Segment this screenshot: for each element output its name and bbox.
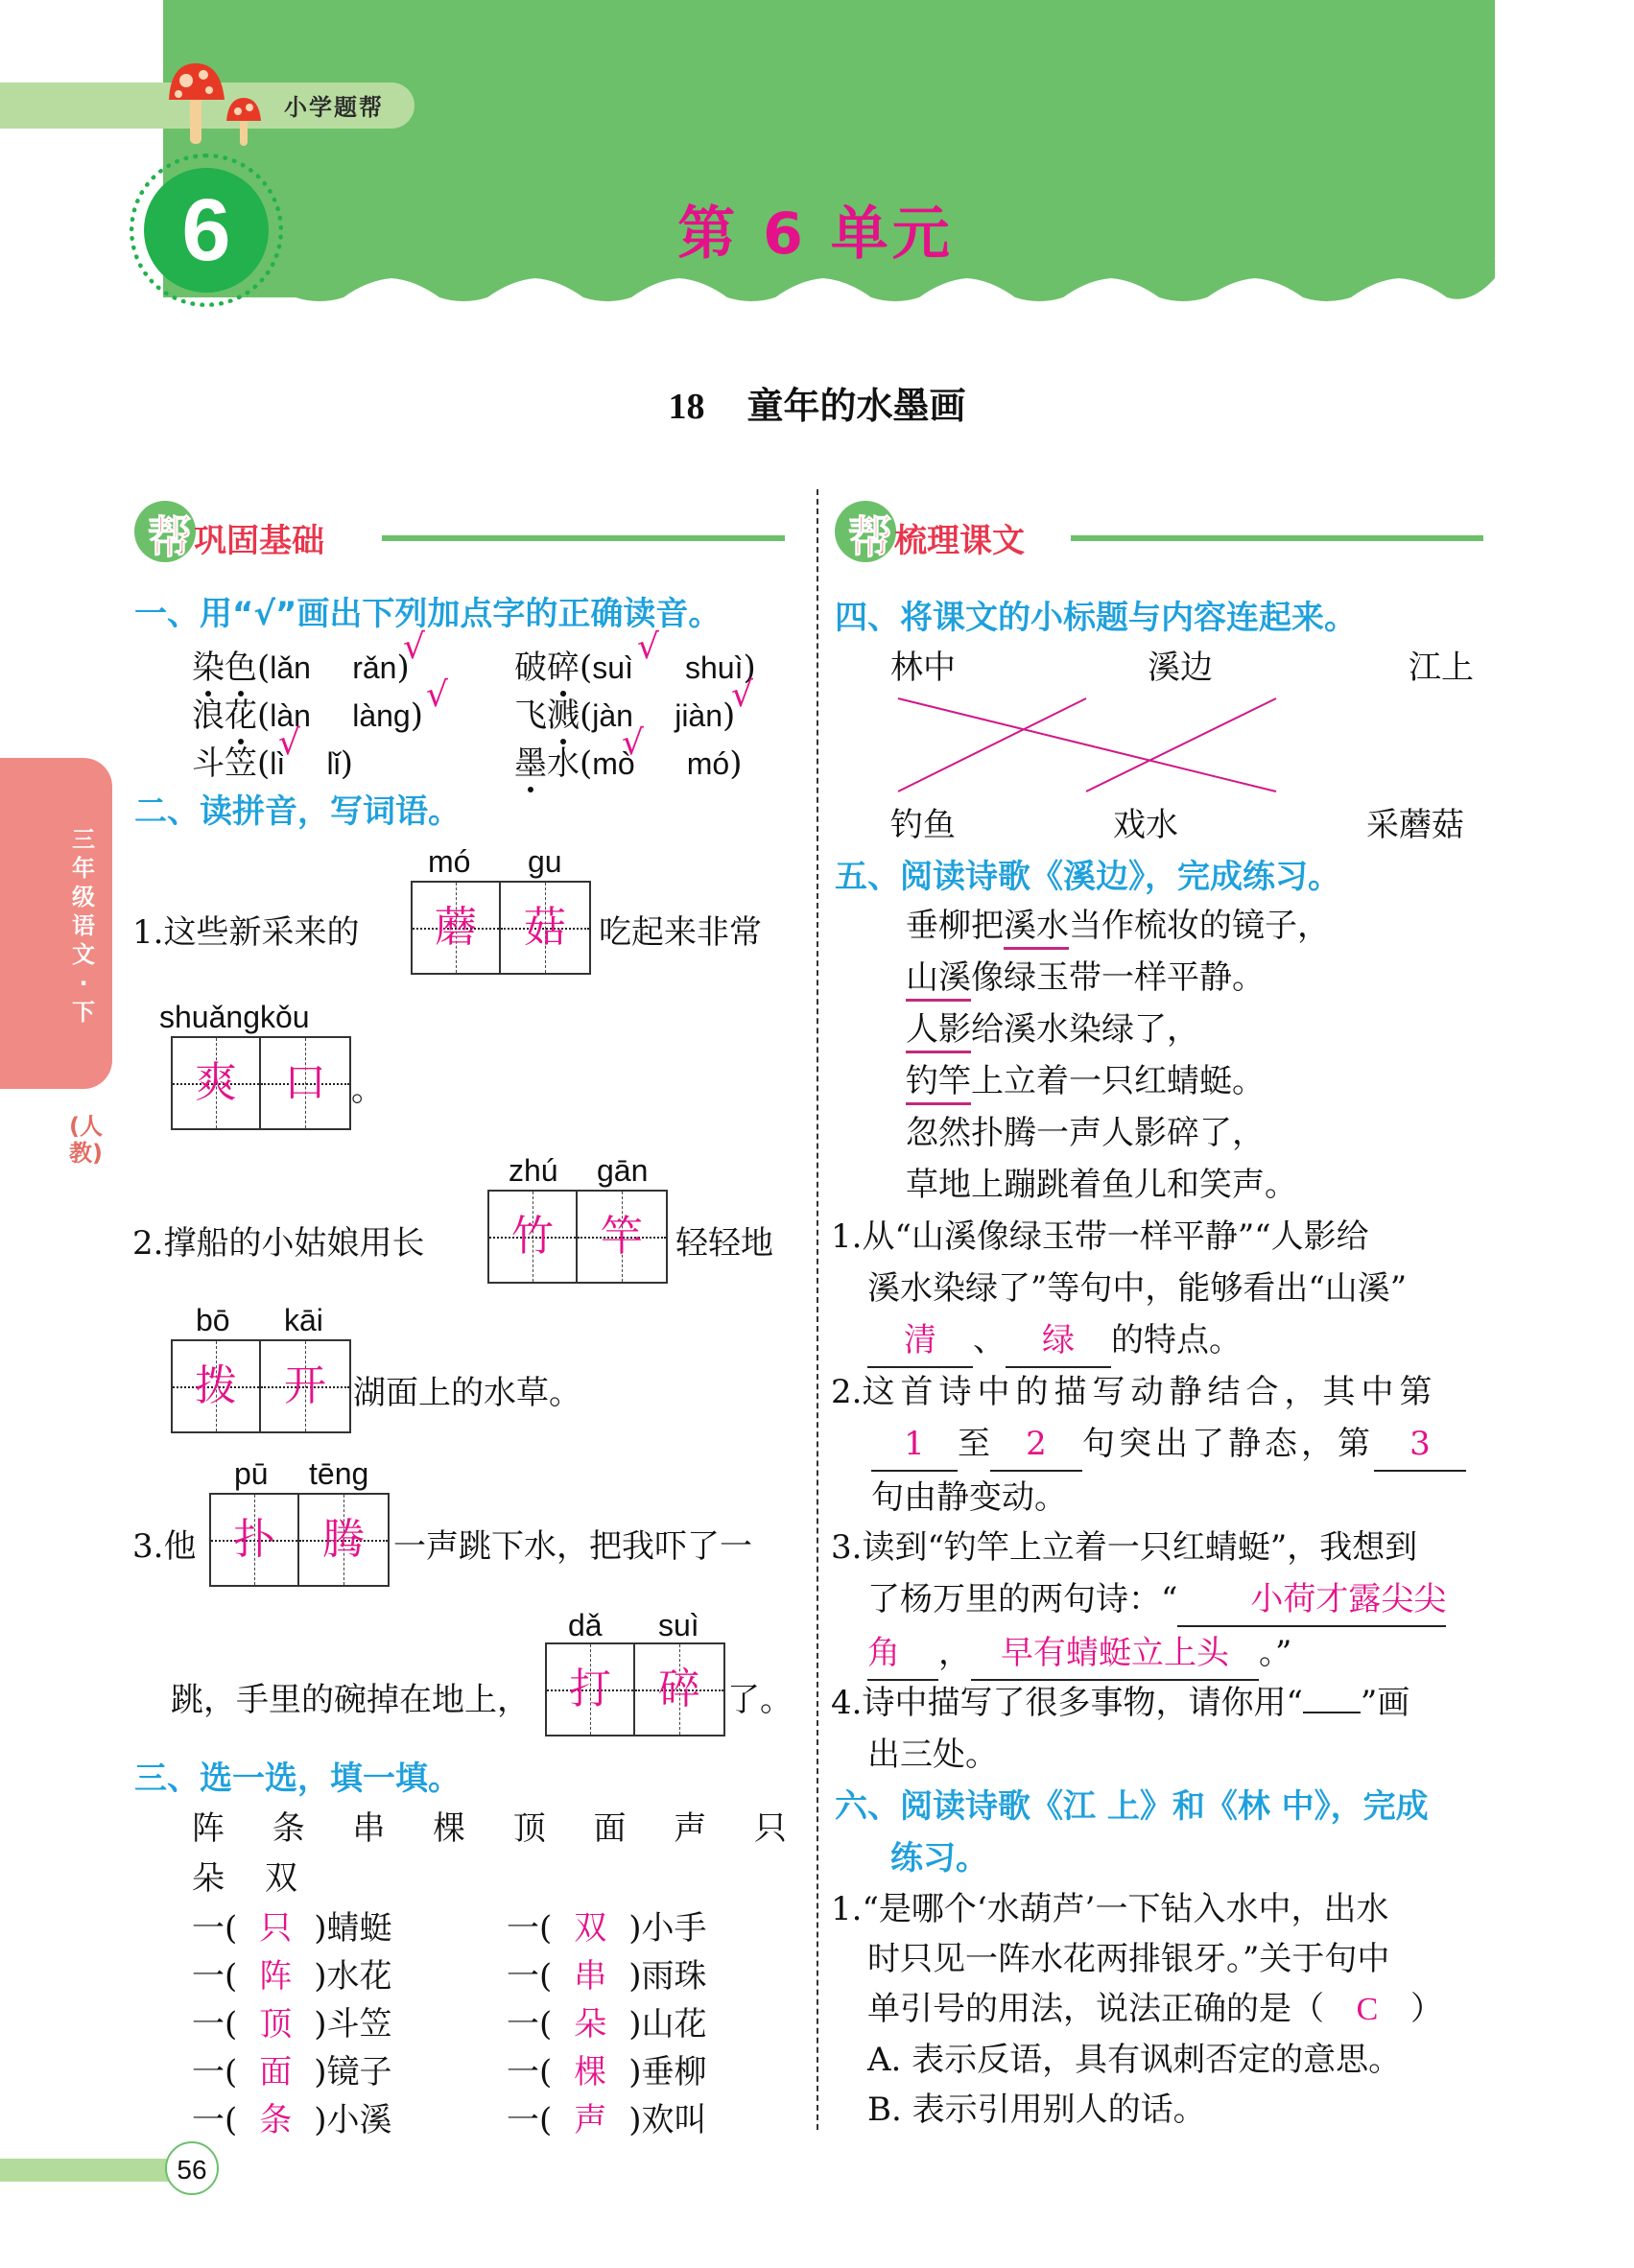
option-b[interactable]: B. 表示引用别人的话。 [867,2091,1206,2129]
answer-blank[interactable]: 绿 [1006,1314,1111,1368]
answer-char: 碎 [658,1665,700,1713]
fill-row: 一( 声 )欢叫 [507,2093,707,2140]
q1-item: 染色(lǎn rǎn) [192,649,410,687]
section-rule [382,535,785,541]
q1-item: 浪花(làn làng) [192,697,423,735]
poem [906,900,1330,1211]
answer-char: 蘑 [435,903,477,952]
q5-heading: 五、阅读诗歌《溪边》，完成练习。 [835,858,1340,896]
answer-char: 竹 [511,1212,554,1261]
q5-sub2: 2.这首诗中的描写动静结合，其中第 1 至 2 句突出了静态，第 3 句由静变动。 [831,1366,1503,1524]
writing-grid [171,1036,351,1130]
lesson-title [0,376,1634,429]
q2-heading: 二、读拼音，写词语。 [134,792,461,831]
brand-name: 小学题帮 [284,94,384,121]
answer-blank[interactable]: 朵 [574,2005,607,2044]
page-number: 56 [165,2141,219,2195]
q1-item: 斗笠(lì lǐ) [192,744,353,783]
pinyin: suì [658,1608,699,1642]
answer-char: 口 [284,1058,326,1107]
pinyin: dǎ [568,1608,603,1642]
check-mark-icon: √ [278,723,300,763]
q5-sub1: 1.从“山溪像绿玉带一样平静”“人影给 溪水染绿了”等句中，能够看出“山溪” 清 、 绿 的特点。 [831,1211,1503,1368]
answer-char: 腾 [322,1515,365,1564]
fill-row: 一( 条 )小溪 [192,2093,392,2140]
answer-blank[interactable]: 棵 [574,2053,607,2091]
sentence-text: 跳，手里的碗掉在地上， [171,1681,530,1719]
sentence-text: 3.他 [132,1527,197,1566]
q5-sub3: 3.读到“钓竿上立着一只红蜻蜓”，我想到 了杨万里的两句诗：“ 小荷才露尖尖 角 ， 早有蜻蜓立上头 。” [831,1522,1503,1681]
answer-char: 打 [569,1665,611,1713]
answer-blank[interactable]: 3 [1374,1418,1466,1472]
edition-label: (人教) [69,1113,103,1167]
word: 染色 [192,649,257,687]
check-mark-icon: √ [403,627,425,667]
section-header-review [835,501,1487,578]
answer-blank[interactable]: 小荷才露尖尖 [1177,1573,1446,1627]
q4-heading: 四、将课文的小标题与内容连起来。 [835,599,1357,637]
content-item: 戏水 [1113,806,1178,844]
answer-blank[interactable]: 只 [259,1909,293,1948]
subtitle-item: 江上 [1409,649,1474,687]
answer-blank[interactable]: 顶 [259,2005,293,2044]
writing-grid [209,1493,390,1587]
sentence-text: 了。 [727,1681,793,1719]
answer-char: 竿 [601,1212,643,1261]
fill-row: 一( 只 )蜻蜓 [192,1902,392,1949]
answer-blank[interactable]: 早有蜻蜓立上头 [971,1627,1259,1681]
answer-blank[interactable]: 面 [259,2053,293,2091]
bang-icon: 帮 [848,511,892,563]
answer-char: 拨 [195,1361,237,1410]
pinyin: shuǎngkǒu [159,1000,310,1034]
poem-line: 垂柳把溪水当作梳妆的镜子， [906,900,1330,952]
subtitle-item: 林中 [890,649,956,687]
check-mark-icon: √ [622,723,644,763]
section-label: 梳理课文 [894,522,1025,560]
poem-line: 钓竿上立着一只红蜻蜓。 [906,1055,1330,1107]
fill-row: 一( 面 )镜子 [192,2045,392,2092]
fill-row: 一( 双 )小手 [507,1902,707,1949]
answer-choice[interactable]: C [1356,1992,1379,2027]
sentence-end: 。 [351,1071,384,1109]
pinyin: pū [234,1456,269,1491]
lesson-number: 18 [668,387,705,427]
q1-item: 墨水(mò mó) [514,744,743,783]
content-item: 采蘑菇 [1366,806,1464,844]
word-bank: 阵 条 串 棵 顶 面 声 只 [192,1809,787,1848]
answer-char: 爽 [195,1058,237,1107]
q1-item: 破碎(suì shuì) [514,649,756,687]
check-mark-icon: √ [426,675,448,715]
sentence-text: 轻轻地 [675,1224,773,1263]
q3-heading: 三、选一选，填一填。 [134,1760,461,1798]
option-a[interactable]: A. 表示反语，具有讽刺否定的意思。 [867,2041,1402,2079]
sentence-text: 1.这些新采来的 [132,913,360,952]
sentence-text: 一声跳下水，把我吓了一 [393,1527,752,1566]
section-header-consolidate [134,501,787,578]
section-rule [1071,535,1483,541]
q6-sub1: 1.“是哪个‘水葫芦’一下钻入水中，出水 时只见一阵水花两排银牙。”关于句中 单引号的用法，说法正确的是（ C ） A. 表示反语，具有讽刺否定的意思。 B. 表示引用别人的话。 [831,1884,1503,2135]
answer-blank[interactable]: 1 [871,1418,958,1472]
sentence-text: 湖面上的水草。 [353,1374,581,1412]
poem-line: 忽然扑腾一声人影碎了， [906,1114,1265,1152]
pinyin: bō [196,1303,230,1337]
unit-title: 第 6 单元 [677,201,954,268]
pinyin: gān [597,1153,649,1188]
writing-grid [545,1642,725,1736]
q1-heading: 一、用“√”画出下列加点字的正确读音。 [134,595,722,633]
pinyin: tēng [309,1456,369,1491]
fill-row: 一( 棵 )垂柳 [507,2045,707,2092]
bang-icon: 帮 [148,511,192,563]
check-mark-icon: √ [731,675,753,715]
answer-blank[interactable]: 角 [867,1627,938,1681]
check-mark-icon: √ [637,627,659,667]
answer-blank[interactable]: 双 [574,1909,607,1948]
fill-row: 一( 阵 )水花 [192,1949,392,1996]
writing-grid [487,1190,668,1284]
q6-heading: 六、阅读诗歌《江 上》和《林 中》，完成 练习。 [835,1787,1429,1878]
answer-blank[interactable]: 阵 [259,1957,293,1996]
writing-grid [411,881,591,975]
answer-char: 开 [284,1361,326,1410]
poem-line: 草地上蹦跳着鱼儿和笑声。 [906,1166,1297,1204]
sentence-text: 2.撑船的小姑娘用长 [132,1224,425,1263]
pinyin: mó [428,844,471,879]
fill-row: 一( 串 )雨珠 [507,1949,707,1996]
answer-blank[interactable]: 2 [990,1418,1082,1472]
sentence-text: 吃起来非常 [599,913,762,952]
section-label: 巩固基础 [194,522,324,560]
lesson-name: 童年的水墨画 [746,385,966,427]
pinyin: gu [528,844,562,879]
page-strip [0,2159,173,2182]
poem-line: 人影给溪水染绿了， [906,1004,1330,1055]
pinyin: zhú [509,1153,558,1188]
fill-row: 一( 顶 )斗笠 [192,1997,392,2044]
poem-line: 山溪像绿玉带一样平静。 [906,952,1330,1004]
answer-char: 扑 [233,1515,275,1564]
unit-number: 6 [181,181,231,279]
answer-blank[interactable]: 串 [574,1957,607,1996]
content-item: 钓鱼 [890,806,956,844]
writing-grid [171,1339,351,1433]
pinyin: kāi [284,1303,323,1337]
q1-item: 飞溅(jàn jiàn) [514,697,736,735]
answer-blank[interactable]: 声 [574,2101,607,2139]
q5-sub4: 4.诗中描写了很多事物，请你用“ ”画 出三处。 [831,1684,1410,1774]
grade-label: 三年级语文·下 [72,826,95,1026]
answer-char: 菇 [524,903,566,952]
answer-blank[interactable]: 条 [259,2101,293,2139]
answer-blank[interactable]: 清 [867,1314,973,1368]
mushroom-icon [165,61,271,148]
matching-lines [816,672,1506,806]
subtitle-item: 溪边 [1148,649,1213,687]
word-bank: 朵 双 [192,1859,297,1898]
fill-row: 一( 朵 )山花 [507,1997,707,2044]
